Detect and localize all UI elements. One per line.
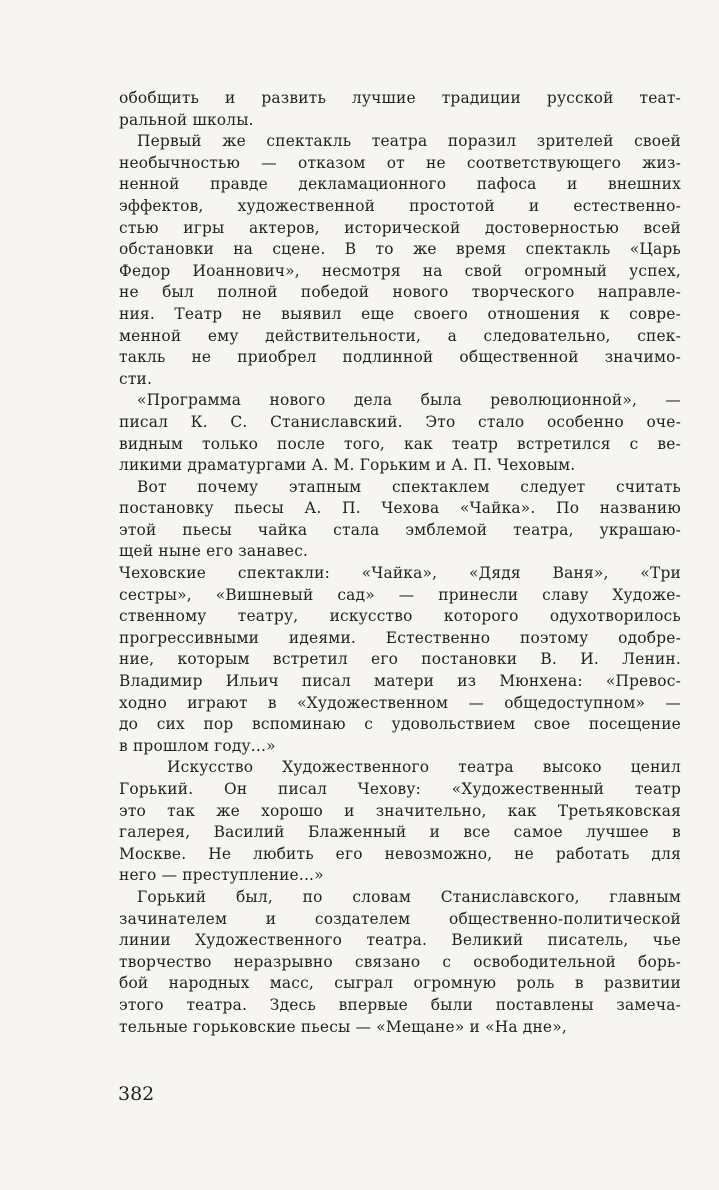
text-line: Горький был, по словам Станиславского, главным: [137, 887, 681, 906]
body-text: [119, 88, 681, 1038]
paragraph: [119, 887, 681, 1038]
text-line: сти.: [119, 369, 153, 388]
text-line: «Программа нового дела была революционной», —: [137, 391, 681, 410]
text-line: галерея, Василий Блаженный и все самое лучшее в: [119, 823, 681, 842]
text-line: этой пьесы чайка стала эмблемой театра, украшаю-: [119, 520, 681, 539]
text-line: ния. Театр не выявил еще своего отношения к совре-: [119, 304, 681, 323]
text-line: Горький. Он писал Чехову: «Художественный театр: [119, 780, 681, 798]
text-line: в прошлом году...»: [119, 736, 276, 755]
text-line: обстановки на сцене. В то же время спектакль «Царь: [119, 240, 681, 259]
text-line: Первый же спектакль театра поразил зрителей своей: [137, 132, 681, 151]
text-line: линии Художественного театра. Великий писатель, чье: [119, 931, 681, 950]
text-line: менной ему действительности, а следовательно, спек-: [119, 326, 681, 345]
text-line: Искусство Художественного театра высоко ценил: [167, 758, 681, 777]
text-line: тельные горьковские пьесы — «Мещане» и «На дне»,: [119, 1017, 567, 1036]
text-line: Федор Иоаннович», несмотря на свой огромный успех,: [119, 261, 681, 280]
text-line: бой народных масс, сыграл огромную роль в развитии: [119, 974, 681, 993]
text-line: до сих пор вспоминаю с удовольствием свое посещение: [119, 715, 681, 734]
text-line: постановку пьесы А. П. Чехова «Чайка». По названию: [119, 499, 681, 518]
text-line: сестры», «Вишневый сад» — принесли славу Художе-: [119, 585, 681, 604]
text-line: писал К. С. Станиславский. Это стало особенно оче-: [119, 412, 681, 431]
text-line: ние, которым встретил его постановки В. И. Ленин.: [119, 650, 681, 669]
text-line: Владимир Ильич писал матери из Мюнхена: «Превос-: [119, 672, 681, 691]
text-line: ственному театру, искусство которого одухотворилось: [119, 607, 681, 626]
text-line: обобщить и развить лучшие традиции русской теат-: [119, 89, 681, 107]
text-line: стью игры актеров, исторической достоверностью всей: [119, 218, 681, 237]
paragraph: [119, 88, 681, 131]
text-line: Вот почему этапным спектаклем следует считать: [137, 477, 681, 496]
text-line: не был полной победой нового творческого направле-: [119, 283, 681, 302]
paragraph: [119, 757, 681, 887]
text-line: этого театра. Здесь впервые были поставлены замеча-: [119, 995, 681, 1014]
text-line: ненной правде декламационного пафоса и внешних: [119, 175, 681, 194]
text-line: Москве. Не любить его невозможно, не работать для: [119, 844, 681, 863]
text-line: прогрессивными идеями. Естественно поэтому одобре-: [119, 628, 681, 647]
text-line: эффектов, художественной простотой и естественно-: [119, 196, 681, 215]
text-line: ходно играют в «Художественном — общедоступном» —: [119, 693, 681, 712]
text-line: зачинателем и создателем общественно-политической: [119, 909, 681, 928]
text-line: него — преступление...»: [119, 866, 324, 885]
text-line: творчество неразрывно связано с освободительной борь-: [119, 952, 681, 971]
text-line: ликими драматургами А. М. Горьким и А. П. Чеховым.: [119, 456, 576, 475]
paragraph: [119, 477, 681, 563]
text-line: ральной школы.: [119, 110, 254, 129]
text-line: видным только после того, как театр встретился с ве-: [119, 434, 681, 453]
text-line: такль не приобрел подлинной общественной значимо-: [119, 348, 681, 367]
text-line: щей ныне его занавес.: [119, 542, 309, 561]
text-line: это так же хорошо и значительно, как Третьяковская: [119, 801, 681, 820]
paragraph: [119, 390, 681, 476]
paragraph: [119, 131, 681, 390]
page-number: 382: [118, 1083, 155, 1105]
paragraph: [119, 563, 681, 757]
text-line: необычностью — отказом от не соответствующего жиз-: [119, 153, 681, 172]
text-line: Чеховские спектакли: «Чайка», «Дядя Ваня», «Три: [119, 564, 681, 583]
